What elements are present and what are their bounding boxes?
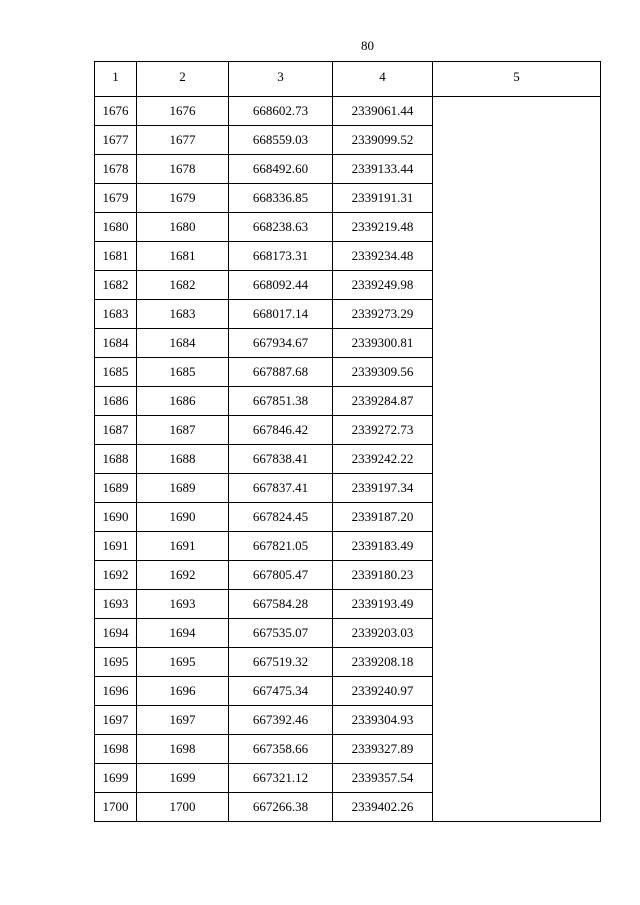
table-cell-col4: 2339402.26 [333,793,433,822]
table-body [95,97,601,822]
table-cell-col3: 667321.12 [229,764,333,793]
table-cell-col2: 1692 [137,561,229,590]
table-cell-col4: 2339272.73 [333,416,433,445]
table-cell-col1: 1684 [95,329,137,358]
table-cell-col4: 2339304.93 [333,706,433,735]
table-cell-col1: 1689 [95,474,137,503]
table-cell-col1: 1700 [95,793,137,822]
table-cell-col3: 667266.38 [229,793,333,822]
table-cell-col2: 1696 [137,677,229,706]
table-cell-col2: 1693 [137,590,229,619]
table-cell-col3: 667519.32 [229,648,333,677]
table-cell-col2: 1683 [137,300,229,329]
table-cell-col4: 2339193.49 [333,590,433,619]
table-cell-col1: 1682 [95,271,137,300]
table-cell-col3: 668173.31 [229,242,333,271]
table-cell-col3: 668336.85 [229,184,333,213]
table-cell-col1: 1693 [95,590,137,619]
table-cell-col1: 1687 [95,416,137,445]
table-cell-col3: 667535.07 [229,619,333,648]
table-cell-col3: 667584.28 [229,590,333,619]
table-cell-col3: 667838.41 [229,445,333,474]
table-cell-col1: 1688 [95,445,137,474]
table-cell-col1: 1694 [95,619,137,648]
table-cell-col4: 2339208.18 [333,648,433,677]
table-cell-col2: 1699 [137,764,229,793]
table-cell-col3: 667392.46 [229,706,333,735]
table-cell-col3: 667824.45 [229,503,333,532]
page-number: 80 [361,38,374,53]
table-cell-col1: 1690 [95,503,137,532]
column-header-2: 2 [137,62,229,97]
table-cell-col1: 1691 [95,532,137,561]
table-cell-col3: 668092.44 [229,271,333,300]
table-cell-col5-merged [433,97,601,822]
table-cell-col3: 667851.38 [229,387,333,416]
table-cell-col3: 667805.47 [229,561,333,590]
table-cell-col1: 1680 [95,213,137,242]
table-cell-col4: 2339191.31 [333,184,433,213]
table-cell-col4: 2339240.97 [333,677,433,706]
column-header-3: 3 [229,62,333,97]
table-cell-col1: 1678 [95,155,137,184]
table-cell-col4: 2339133.44 [333,155,433,184]
table-cell-col4: 2339357.54 [333,764,433,793]
table-cell-col3: 667934.67 [229,329,333,358]
table-header [95,62,601,97]
table-cell-col1: 1679 [95,184,137,213]
table-cell-col4: 2339273.29 [333,300,433,329]
table-cell-col2: 1694 [137,619,229,648]
table-cell-col2: 1698 [137,735,229,764]
table-cell-col2: 1690 [137,503,229,532]
column-header-1: 1 [95,62,137,97]
table-cell-col3: 667821.05 [229,532,333,561]
table-cell-col1: 1685 [95,358,137,387]
table-cell-col2: 1684 [137,329,229,358]
table-cell-col4: 2339234.48 [333,242,433,271]
coordinates-table [94,61,601,822]
table-cell-col2: 1700 [137,793,229,822]
table-cell-col3: 668492.60 [229,155,333,184]
table-cell-col2: 1687 [137,416,229,445]
table-cell-col3: 667887.68 [229,358,333,387]
table-cell-col1: 1692 [95,561,137,590]
table-cell-col1: 1698 [95,735,137,764]
table-cell-col2: 1691 [137,532,229,561]
header-row [95,62,601,97]
table-cell-col2: 1689 [137,474,229,503]
table-cell-col4: 2339197.34 [333,474,433,503]
table-cell-col2: 1676 [137,97,229,126]
table-cell-col1: 1681 [95,242,137,271]
table-cell-col4: 2339180.23 [333,561,433,590]
column-header-4: 4 [333,62,433,97]
table-cell-col4: 2339327.89 [333,735,433,764]
table-cell-col4: 2339309.56 [333,358,433,387]
table-cell-col2: 1680 [137,213,229,242]
table-cell-col4: 2339183.49 [333,532,433,561]
table-cell-col3: 667846.42 [229,416,333,445]
table-cell-col1: 1677 [95,126,137,155]
table-cell-col2: 1682 [137,271,229,300]
table-cell-col1: 1676 [95,97,137,126]
table-cell-col4: 2339249.98 [333,271,433,300]
table-cell-col2: 1679 [137,184,229,213]
table-cell-col1: 1695 [95,648,137,677]
table-cell-col1: 1699 [95,764,137,793]
table-cell-col2: 1688 [137,445,229,474]
table-cell-col3: 668238.63 [229,213,333,242]
table-cell-col2: 1697 [137,706,229,735]
table-cell-col4: 2339219.48 [333,213,433,242]
table-cell-col3: 667837.41 [229,474,333,503]
table-cell-col4: 2339061.44 [333,97,433,126]
table-cell-col3: 667475.34 [229,677,333,706]
table-cell-col2: 1685 [137,358,229,387]
table-cell-col1: 1697 [95,706,137,735]
table-cell-col1: 1686 [95,387,137,416]
table-cell-col4: 2339203.03 [333,619,433,648]
table-cell-col4: 2339099.52 [333,126,433,155]
table-cell-col3: 667358.66 [229,735,333,764]
table-cell-col3: 668017.14 [229,300,333,329]
table-cell-col4: 2339284.87 [333,387,433,416]
table-cell-col1: 1683 [95,300,137,329]
table-cell-col4: 2339187.20 [333,503,433,532]
table-row [95,97,601,126]
table-cell-col2: 1681 [137,242,229,271]
table-cell-col2: 1677 [137,126,229,155]
table-cell-col2: 1678 [137,155,229,184]
table-cell-col2: 1695 [137,648,229,677]
table-cell-col4: 2339300.81 [333,329,433,358]
column-header-5: 5 [433,62,601,97]
table-cell-col3: 668602.73 [229,97,333,126]
table-cell-col4: 2339242.22 [333,445,433,474]
table-cell-col2: 1686 [137,387,229,416]
table-cell-col3: 668559.03 [229,126,333,155]
table-cell-col1: 1696 [95,677,137,706]
